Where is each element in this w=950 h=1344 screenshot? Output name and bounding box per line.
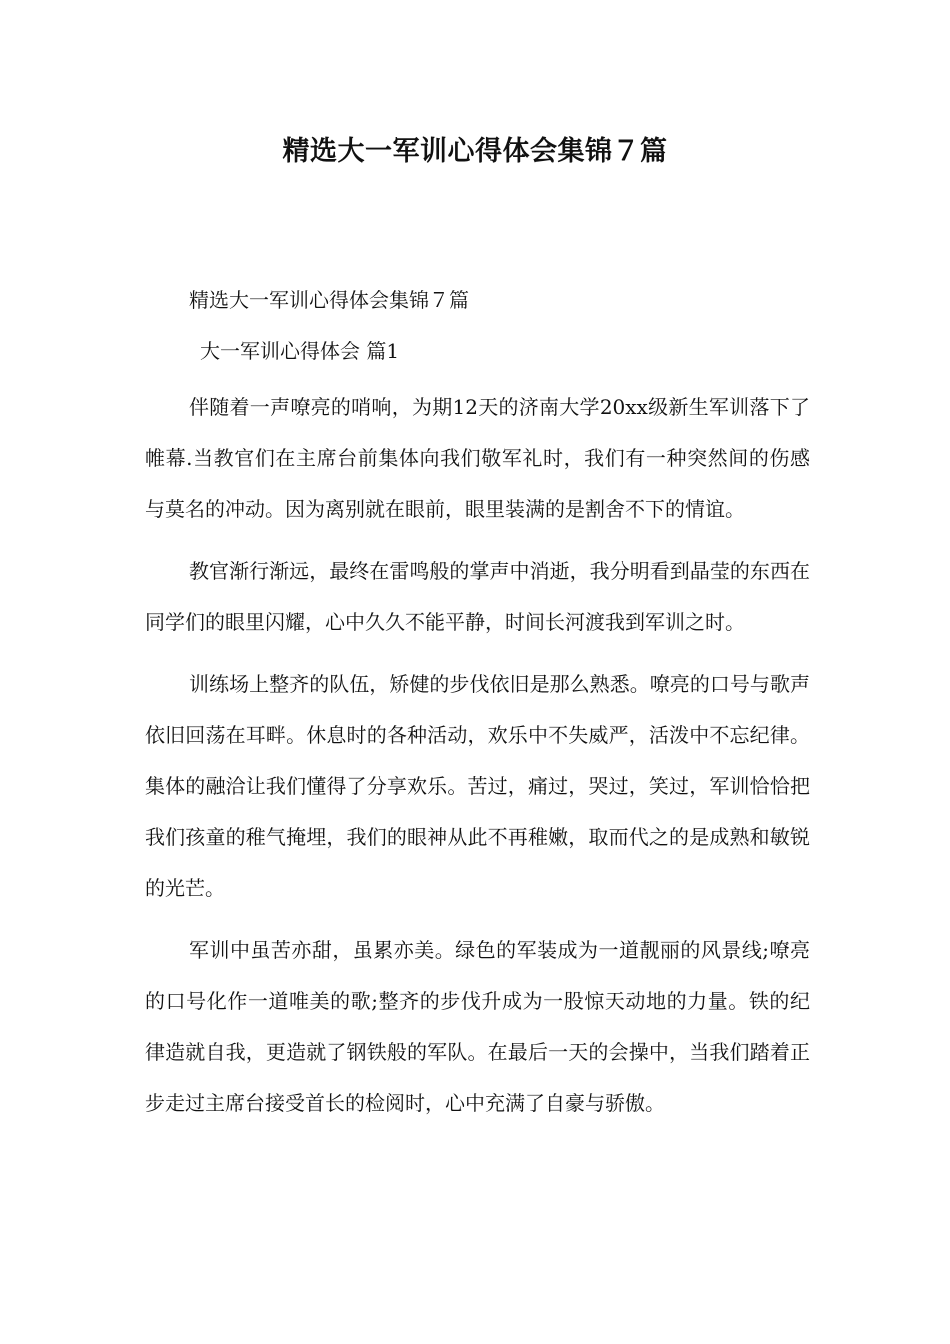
paragraph-2: 教官渐行渐远，最终在雷鸣般的掌声中消逝，我分明看到晶莹的东西在同学们的眼里闪耀，心中久久不能平静，时间长河渡我到军训之时。: [145, 559, 810, 634]
document-body: [145, 280, 810, 1129]
paragraph-4: 军训中虽苦亦甜，虽累亦美。绿色的军装成为一道靓丽的风景线;嘹亮的口号化作一道唯美的歌;整齐的步伐升成为一股惊天动地的力量。铁的纪律造就自我，更造就了钢铁般的军队。在最后一天的会操中，当我们踏着正步走过主席台接受首长的检阅时，心中充满了自豪与骄傲。: [145, 938, 810, 1115]
document-title: 精选大一军训心得体会集锦７篇: [282, 136, 668, 167]
paragraph-3: 训练场上整齐的队伍，矫健的步伐依旧是那么熟悉。嘹亮的口号与歌声依旧回荡在耳畔。休息时的各种活动，欢乐中不失威严，活泼中不忘纪律。集体的融洽让我们懂得了分享欢乐。苦过，痛过，哭过，笑过，军训恰恰把我们孩童的稚气掩埋，我们的眼神从此不再稚嫩，取而代之的是成熟和敏锐的光芒。: [145, 672, 810, 900]
paragraph-1: 伴随着一声嘹亮的哨响，为期12天的济南大学20xx级新生军训落下了帷幕.当教官们在主席台前集体向我们敬军礼时，我们有一种突然间的伤感与莫名的冲动。因为离别就在眼前，眼里装满的是割舍不下的情谊。: [145, 395, 810, 521]
document-subtitle: 精选大一军训心得体会集锦７篇: [189, 288, 469, 312]
section-heading: 大一军训心得体会 篇1: [200, 339, 400, 363]
